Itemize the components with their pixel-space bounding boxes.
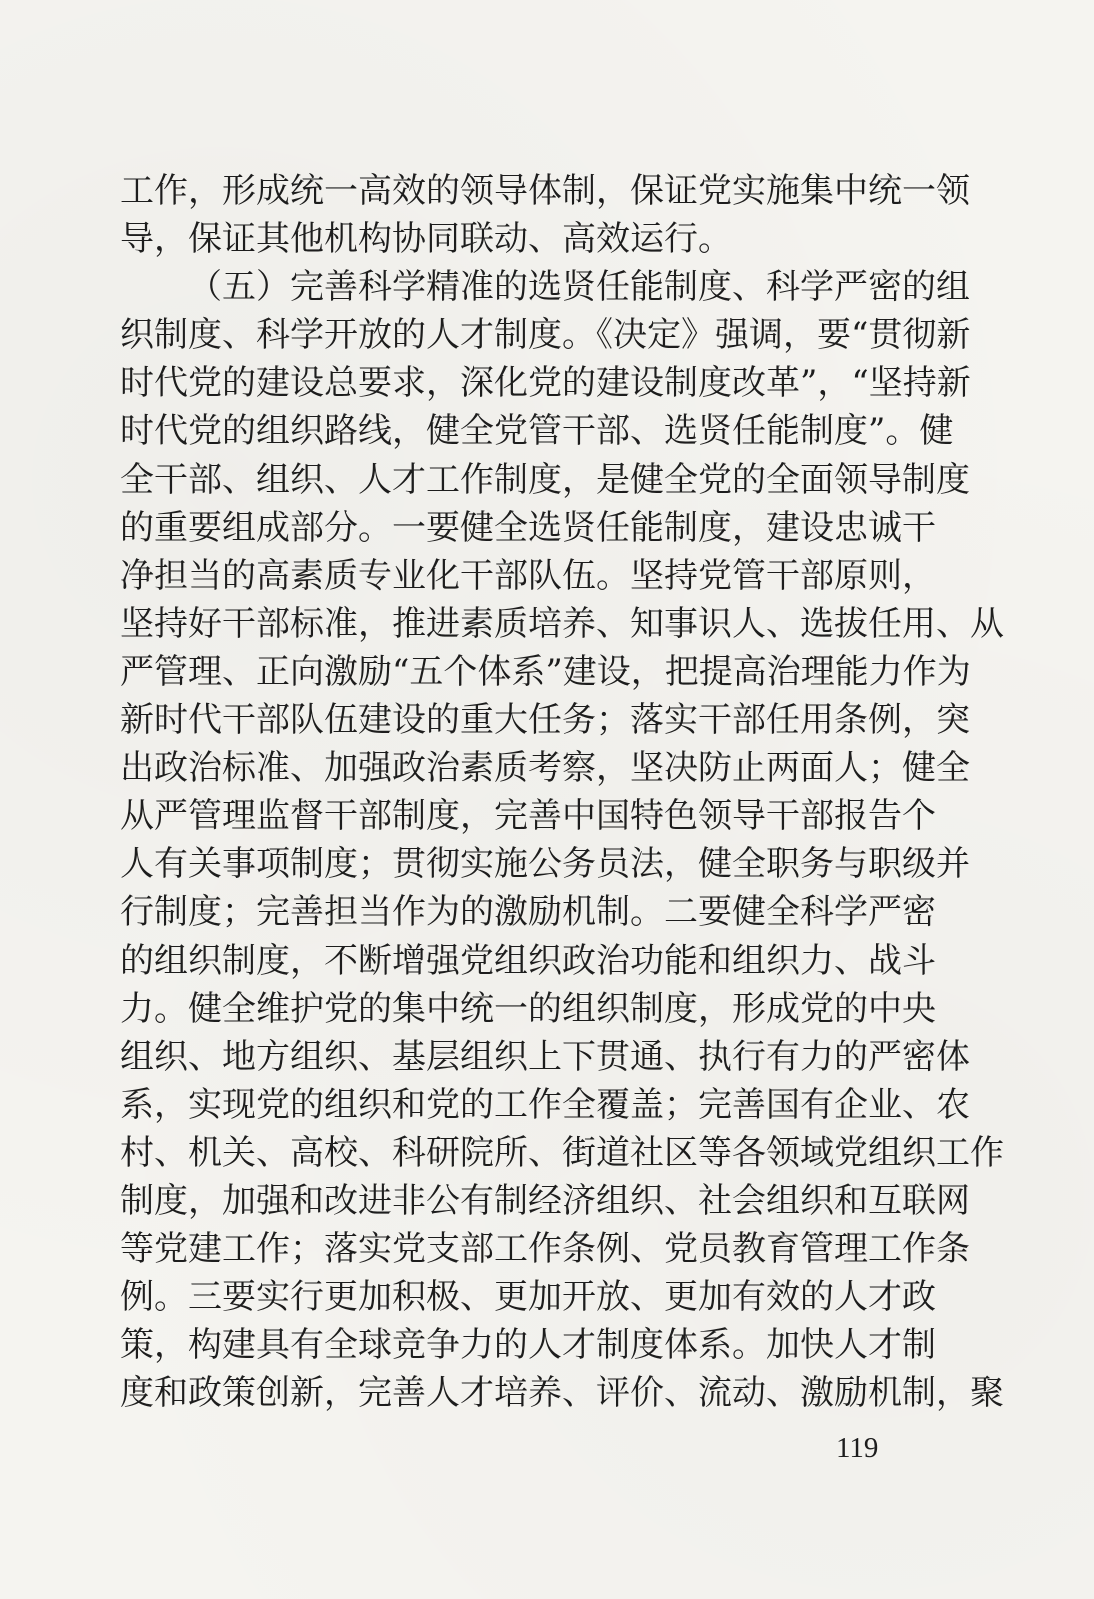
text-line: 导，保证其他机构协同联动、高效运行。 bbox=[120, 219, 732, 260]
text-line: 等党建工作；落实党支部工作条例、党员教育管理工作条 bbox=[120, 1229, 970, 1270]
text-line: 人有关事项制度；贯彻实施公务员法，健全职务与职级并 bbox=[120, 844, 970, 885]
body-text bbox=[120, 167, 1004, 1417]
text-line: 时代党的组织路线，健全党管干部、选贤任能制度”。健 bbox=[120, 411, 954, 452]
text-line: 全干部、组织、人才工作制度，是健全党的全面领导制度 bbox=[120, 459, 970, 500]
text-line: 时代党的建设总要求，深化党的建设制度改革”，“坚持新 bbox=[120, 363, 971, 404]
text-line: 的组织制度，不断增强党组织政治功能和组织力、战斗 bbox=[120, 940, 936, 981]
page-number: 119 bbox=[836, 1432, 879, 1464]
text-line: 的重要组成部分。一要健全选贤任能制度，建设忠诚干 bbox=[120, 507, 936, 548]
text-line: 严管理、正向激励“五个体系”建设，把提高治理能力作为 bbox=[120, 651, 971, 692]
text-line: 组织、地方组织、基层组织上下贯通、执行有力的严密体 bbox=[120, 1036, 970, 1077]
text-line: 系，实现党的组织和党的工作全覆盖；完善国有企业、农 bbox=[120, 1084, 970, 1125]
text-line: 村、机关、高校、科研院所、街道社区等各领域党组织工作 bbox=[120, 1132, 1004, 1173]
text-line: 度和政策创新，完善人才培养、评价、流动、激励机制，聚 bbox=[120, 1373, 1004, 1414]
text-line: 制度，加强和改进非公有制经济组织、社会组织和互联网 bbox=[120, 1180, 970, 1221]
text-line: 从严管理监督干部制度，完善中国特色领导干部报告个 bbox=[120, 796, 936, 837]
text-line: 出政治标准、加强政治素质考察，坚决防止两面人；健全 bbox=[120, 748, 970, 789]
text-line: 工作，形成统一高效的领导体制，保证党实施集中统一领 bbox=[120, 171, 970, 211]
text-line: 新时代干部队伍建设的重大任务；落实干部任用条例，突 bbox=[120, 700, 970, 741]
text-line: 坚持好干部标准，推进素质培养、知事识人、选拔任用、从 bbox=[120, 603, 1004, 644]
text-line: 织制度、科学开放的人才制度。《决定》强调，要“贯彻新 bbox=[120, 315, 971, 356]
section-heading-line: （五）完善科学精准的选贤任能制度、科学严密的组 bbox=[188, 267, 970, 308]
text-line: 策，构建具有全球竞争力的人才制度体系。加快人才制 bbox=[120, 1325, 936, 1366]
text-line: 例。三要实行更加积极、更加开放、更加有效的人才政 bbox=[120, 1277, 936, 1318]
text-line: 力。健全维护党的集中统一的组织制度，形成党的中央 bbox=[120, 988, 936, 1029]
text-line: 净担当的高素质专业化干部队伍。坚持党管干部原则， bbox=[120, 555, 936, 596]
text-line: 行制度；完善担当作为的激励机制。二要健全科学严密 bbox=[120, 892, 936, 933]
